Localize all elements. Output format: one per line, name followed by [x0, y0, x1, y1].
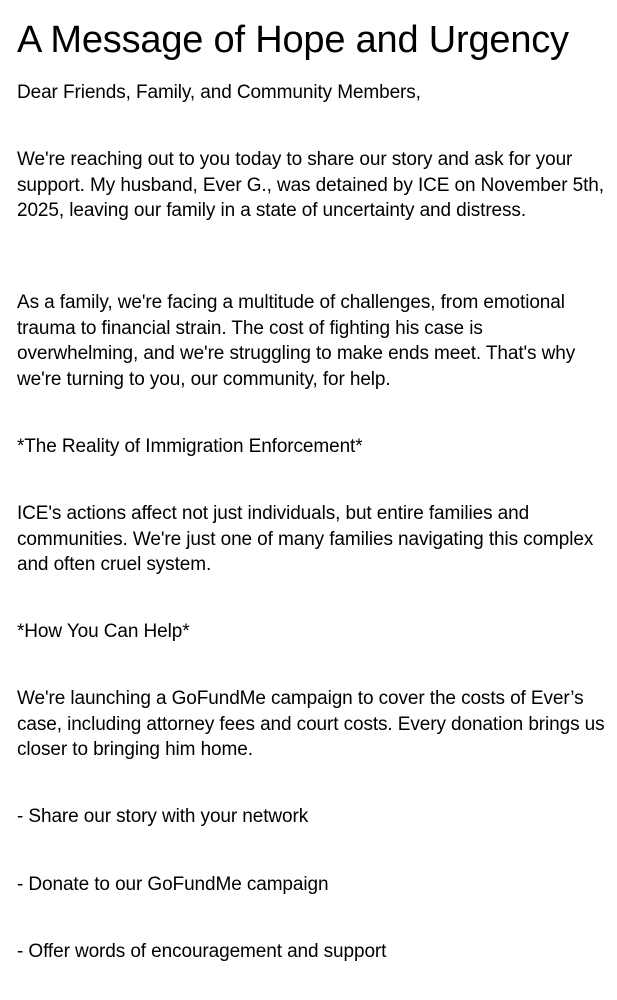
help-heading: *How You Can Help*: [17, 621, 190, 642]
action-item-share: - Share our story with your network: [17, 806, 309, 827]
letter-title: A Message of Hope and Urgency: [17, 19, 569, 61]
greeting: Dear Friends, Family, and Community Members,: [17, 82, 421, 103]
challenges-paragraph: As a family, we're facing a multitude of challenges, from emotional trauma to financial strain. The cost of fighting his case is overwhelming, and we're struggling to make ends meet. That's why we're turning to you, our community, for help.: [17, 292, 576, 390]
action-item-donate: - Donate to our GoFundMe campaign: [17, 874, 329, 895]
intro-paragraph: We're reaching out to you today to share our story and ask for your support. My husband, Ever G., was detained by ICE on November 5th, 2025, leaving our family in a state of uncertainty and distress.: [17, 149, 604, 221]
reality-paragraph: ICE's actions affect not just individuals, but entire families and communities. We're just one of many families navigating this complex and often cruel system.: [17, 503, 594, 575]
campaign-paragraph: We're launching a GoFundMe campaign to cover the costs of Ever’s case, including attorney fees and court costs. Every donation brings us closer to bringing him home.: [17, 688, 605, 760]
action-item-encourage: - Offer words of encouragement and support: [17, 941, 387, 962]
reality-heading: *The Reality of Immigration Enforcement*: [17, 436, 363, 457]
